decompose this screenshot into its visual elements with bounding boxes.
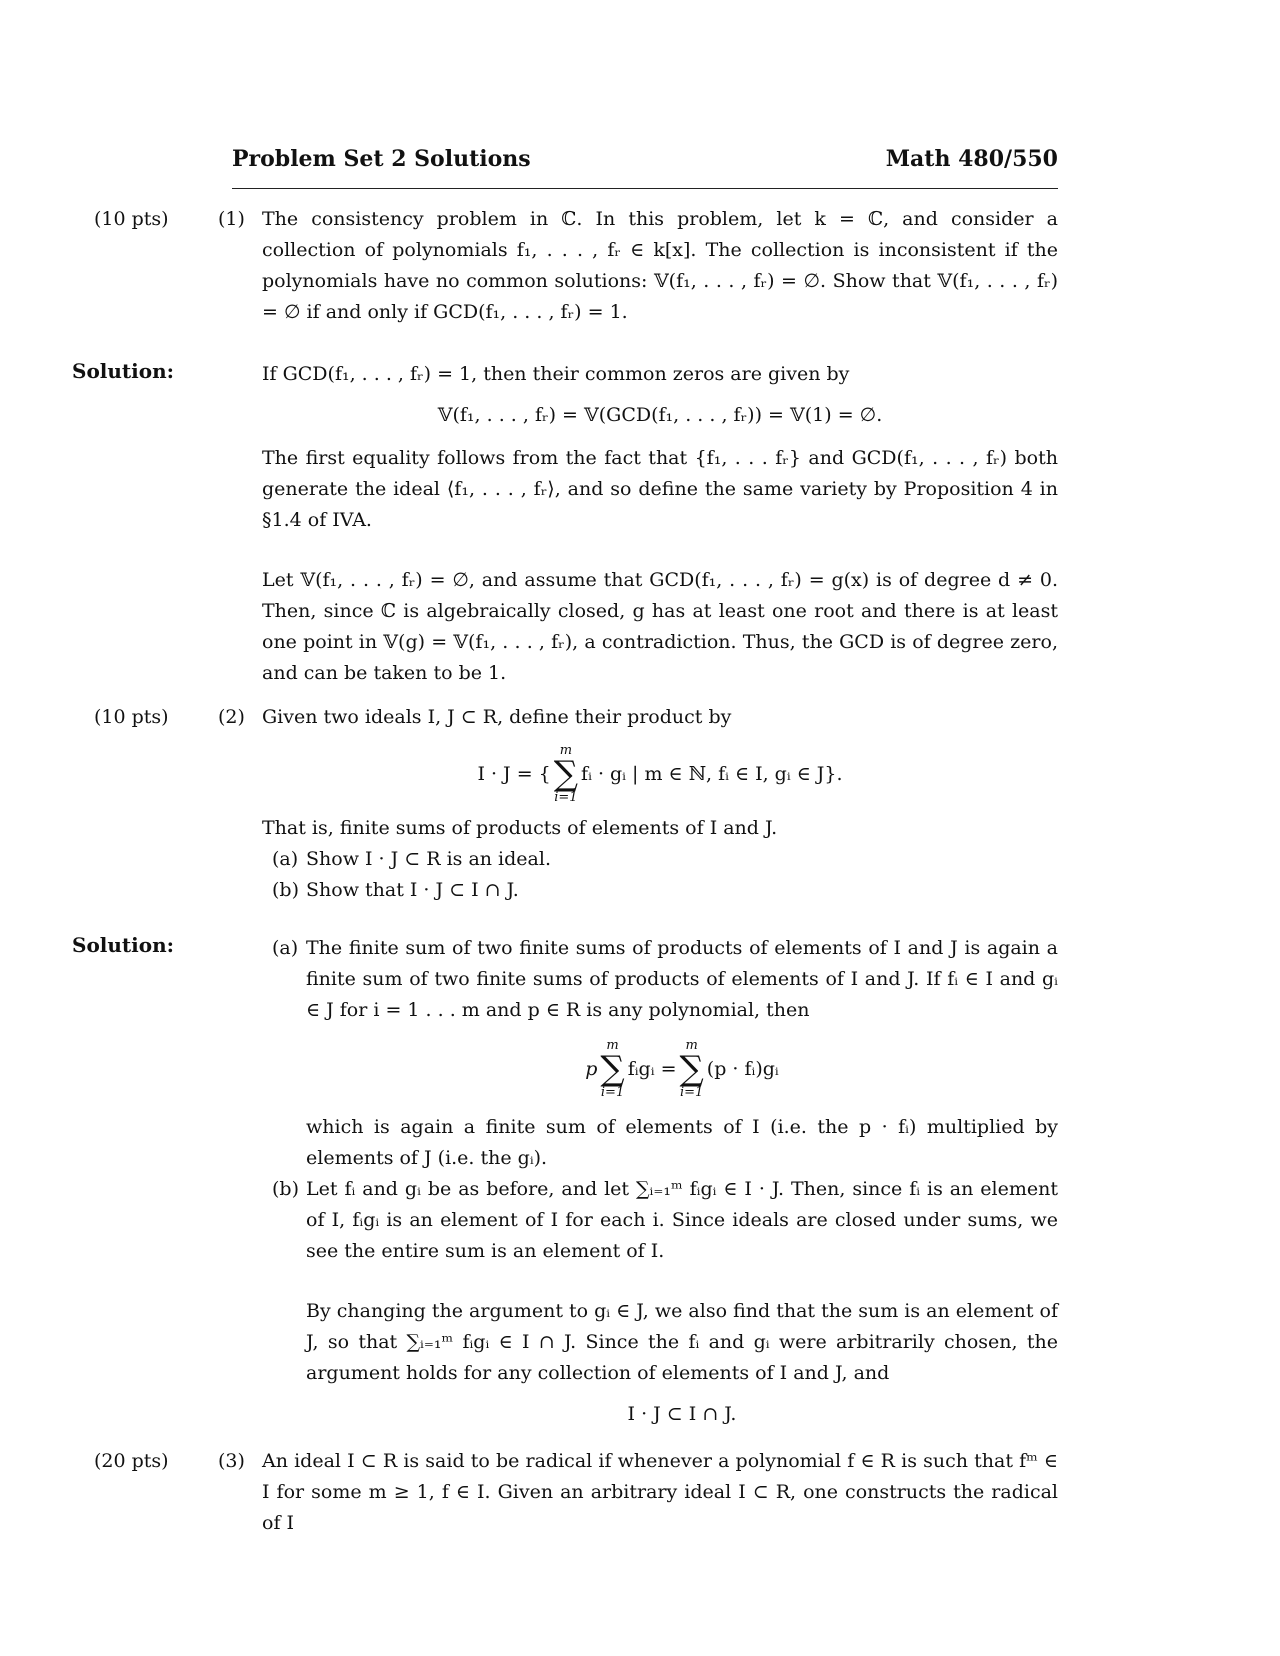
solution-2-final-equation: I · J ⊂ I ∩ J.: [627, 1403, 737, 1425]
product-eq-right: fᵢ · gᵢ | m ∈ ℕ, fᵢ ∈ I, gᵢ ∈ J}.: [581, 763, 843, 785]
sum-right-lower: i=1: [679, 1085, 704, 1100]
sum-right-upper: m: [685, 1038, 698, 1053]
problem-3: [218, 1446, 1058, 1539]
sum-lower-limit: i=1: [554, 790, 578, 805]
part-b-label: (b): [272, 879, 299, 901]
sigma-symbol-right: ∑: [679, 1049, 704, 1089]
problem-2-points: (10 pts): [94, 706, 169, 728]
sum-upper-limit: m: [559, 743, 573, 758]
solution-1-label: Solution:: [72, 359, 175, 383]
product-eq-left: I · J = {: [477, 763, 551, 785]
problem-1-number: (1): [218, 208, 245, 230]
eq-p: p: [585, 1058, 598, 1080]
solution-2-label: Solution:: [72, 933, 175, 957]
sum-operator: [554, 744, 578, 804]
problem-2-text: Given two ideals I, J ⊂ R, define their product by: [262, 706, 732, 728]
solution-2-part-a: [262, 933, 1058, 1026]
solution-part-b-paragraph-2: By changing the argument to gᵢ ∈ J, we also find that the sum is an element of J, so that ∑ᵢ₌₁ᵐ fᵢgᵢ ∈ I ∩ J. Since the fᵢ and gᵢ were arbitrarily chosen, the argument holds for any collection of elements of I and J, and: [306, 1300, 1058, 1384]
problem-1-points: (10 pts): [94, 208, 169, 230]
sum-operator-left: [600, 1039, 624, 1099]
sum-left-upper: m: [606, 1038, 619, 1053]
problem-3-points: (20 pts): [94, 1450, 169, 1472]
solution-2: [262, 933, 1058, 1430]
part-b-text: Show that I · J ⊂ I ∩ J.: [306, 879, 519, 901]
sigma-symbol-left: ∑: [600, 1049, 625, 1089]
solution-1-equation: 𝕍(f₁, . . . , fᵣ) = 𝕍(GCD(f₁, . . . , fᵣ)) = 𝕍(1) = ∅.: [437, 404, 883, 426]
solution-part-a-label: (a): [272, 937, 299, 959]
solution-1-paragraph-1: The first equality follows from the fact that {f₁, . . . fᵣ} and GCD(f₁, . . . , fᵣ) both generate the ideal ⟨f₁, . . . , fᵣ⟩, and so define the same variety by Proposition 4 in §1.4 of IVA.: [262, 447, 1058, 531]
problem-2-part-b: [262, 875, 1058, 906]
solution-1-intro: If GCD(f₁, . . . , fᵣ) = 1, then their common zeros are given by: [262, 363, 850, 385]
solution-2-equation: [262, 1034, 1058, 1104]
solution-2-part-b: [262, 1174, 1058, 1267]
part-a-text: Show I · J ⊂ R is an ideal.: [306, 848, 551, 870]
part-a-label: (a): [272, 848, 299, 870]
solution-part-a-text: The finite sum of two finite sums of products of elements of I and J is again a finite sum of two finite sums of products of elements of I and J. If fᵢ ∈ I and gᵢ ∈ J for i = 1 . . . m and p ∈ R is any polynomial, then: [306, 937, 1058, 1021]
solution-part-b-label: (b): [272, 1178, 299, 1200]
problem-2-part-a: [262, 844, 1058, 875]
problem-1: [218, 204, 1058, 328]
problem-2: [218, 702, 1058, 906]
eq-mid: fᵢgᵢ =: [627, 1058, 677, 1080]
problem-2-number: (2): [218, 706, 245, 728]
problem-3-number: (3): [218, 1450, 245, 1472]
problem-1-text: The consistency problem in ℂ. In this problem, let k = ℂ, and consider a collection of polynomials f₁, . . . , fᵣ ∈ k[x]. The collection is inconsistent if the polynomials have no common solutions: 𝕍(f₁, . . . , fᵣ) = ∅. Show that 𝕍(f₁, . . . , fᵣ) = ∅ if and only if GCD(f₁, . . . , fᵣ) = 1.: [262, 208, 1058, 323]
problem-3-text: An ideal I ⊂ R is said to be radical if whenever a polynomial f ∈ R is such that fᵐ ∈ I for some m ≥ 1, f ∈ I. Given an arbitrary ideal I ⊂ R, one constructs the radical of I: [262, 1450, 1058, 1534]
sum-left-lower: i=1: [600, 1085, 625, 1100]
eq-end: (p · fᵢ)gᵢ: [706, 1058, 779, 1080]
solution-part-b-text: Let fᵢ and gᵢ be as before, and let ∑ᵢ₌₁ᵐ fᵢgᵢ ∈ I · J. Then, since fᵢ is an element of I, fᵢgᵢ is an element of I for each i. Since ideals are closed under sums, we see the entire sum is an element of I.: [306, 1178, 1058, 1262]
solution-1-paragraph-2: Let 𝕍(f₁, . . . , fᵣ) = ∅, and assume that GCD(f₁, . . . , fᵣ) = g(x) is of degree d ≠ 0. Then, since ℂ is algebraically closed, g has at least one root and there is at least one point in 𝕍(g) = 𝕍(f₁, . . . , fᵣ), a contradiction. Thus, the GCD is of degree zero, and can be taken to be 1.: [262, 569, 1058, 684]
problem-2-after-text: That is, finite sums of products of elements of I and J.: [262, 817, 778, 839]
sigma-symbol: ∑: [553, 754, 579, 794]
solution-part-a-after: which is again a finite sum of elements of I (i.e. the p · fᵢ) multiplied by elements of J (i.e. the gᵢ).: [306, 1116, 1058, 1169]
header-rule: [232, 188, 1058, 189]
page-header-title: Problem Set 2 Solutions: [232, 146, 531, 172]
solution-1: [262, 359, 1058, 689]
product-definition-equation: [262, 743, 1058, 805]
sum-operator-right: [680, 1039, 704, 1099]
page-header-course: Math 480/550: [885, 146, 1058, 172]
